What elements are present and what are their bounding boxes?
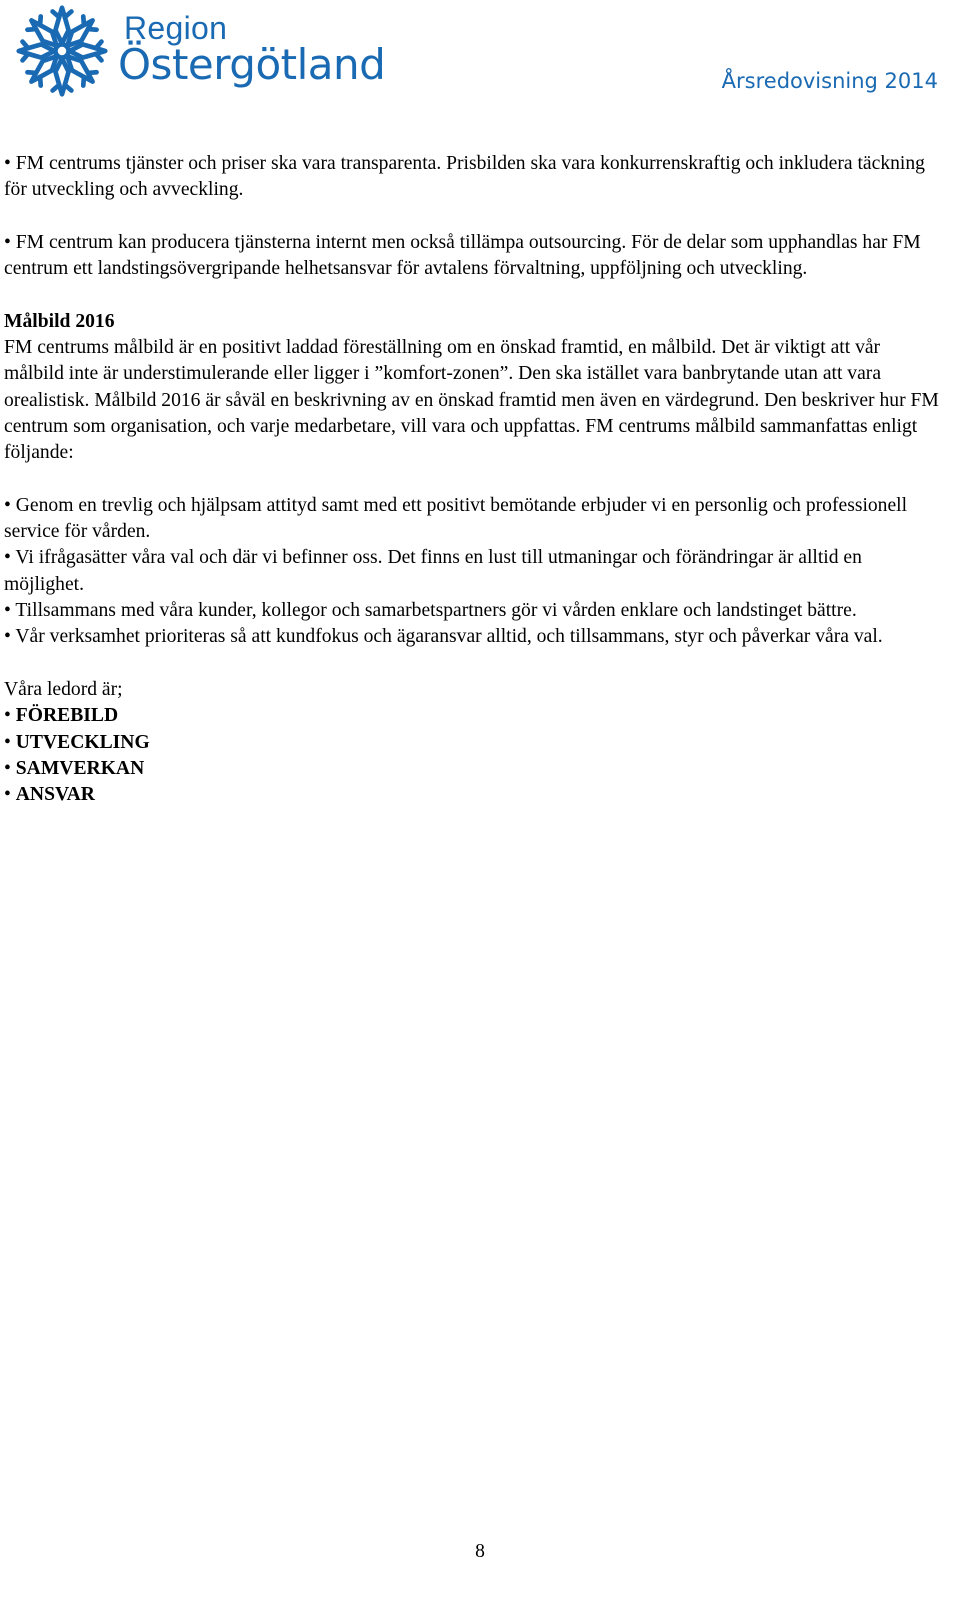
ledord-item	[4, 703, 944, 729]
ledord-word: UTVECKLING	[15, 731, 150, 753]
page-number: 8	[475, 1541, 485, 1562]
bullet: •	[4, 784, 11, 806]
bullet-item: • Tillsammans med våra kunder, kollegor och samarbetspartners gör vi vården enklare och landstinget bättre.	[4, 600, 857, 622]
ledord-word: SAMVERKAN	[15, 757, 145, 779]
section-paragraph: FM centrums målbild är en positivt laddad föreställning om en önskad framtid, en målbild. Det är viktigt att vår målbild inte är understimulerande eller ligger i ”komfort-zonen”. Den ska istället vara banbrytande utan att vara orealistisk. Målbild 2016 är såväl en beskrivning av en önskad framtid men även en värdegrund. Den beskriver hur FM centrum som organisation, och varje medarbetare, vill vara och uppfattas. FM centrums målbild sammanfattas enligt följande:	[4, 337, 939, 464]
region-logo	[14, 4, 386, 98]
bullet-item: • Vår verksamhet prioriteras så att kundfokus och ägaransvar alltid, och tillsammans, styr och påverkar våra val.	[4, 626, 883, 648]
bullet-item: • Vi ifrågasätter våra val och där vi befinner oss. Det finns en lust till utmaningar och förändringar är alltid en möjlighet.	[4, 547, 862, 595]
bullet: •	[4, 757, 11, 779]
ledord-item	[4, 730, 944, 756]
section-heading: Målbild 2016	[4, 310, 115, 332]
snowflake-flower-icon	[14, 4, 110, 98]
ledord-word: FÖREBILD	[15, 705, 119, 727]
bullet-item: • FM centrum kan producera tjänsterna internt men också tillämpa outsourcing. För de delar som upphandlas har FM centrum ett landstingsövergripande helhetsansvar för avtalens förvaltning, uppföljning och utveckling.	[4, 231, 921, 280]
bullet: •	[4, 705, 11, 727]
ledord-intro: Våra ledord är;	[4, 678, 123, 700]
logo-name-text: Östergötland	[118, 40, 386, 89]
ledord-item	[4, 756, 944, 782]
report-title: Årsredovisning 2014	[721, 69, 938, 93]
document-body	[4, 151, 944, 808]
bullet: •	[4, 731, 11, 753]
logo-region-text: Region	[124, 10, 228, 46]
bullet-item: • FM centrums tjänster och priser ska vara transparenta. Prisbilden ska vara konkurrenskraftig och inkludera täckning för utveckling och avveckling.	[4, 153, 925, 201]
page-header	[0, 0, 960, 110]
ledord-item	[4, 782, 944, 808]
ledord-word: ANSVAR	[15, 784, 95, 806]
bullet-item: • Genom en trevlig och hjälpsam attityd samt med ett positivt bemötande erbjuder vi en personlig och professionell service för vården.	[4, 494, 908, 543]
